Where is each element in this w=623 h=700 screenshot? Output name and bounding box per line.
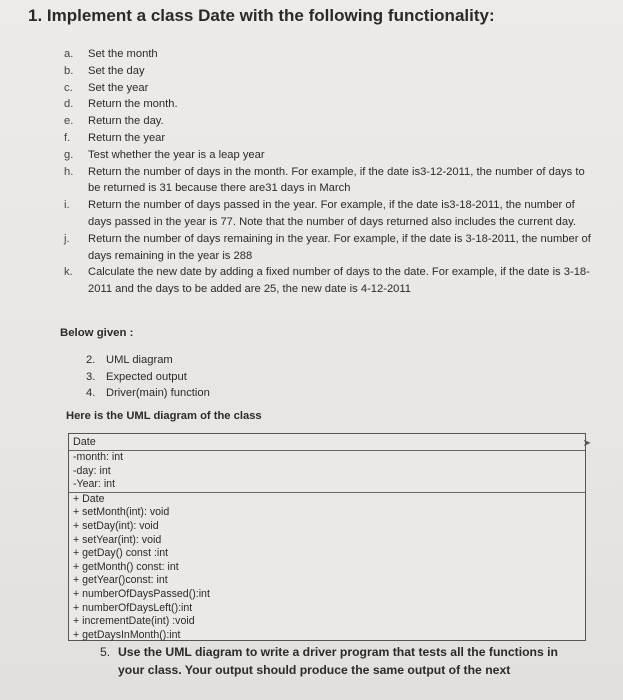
- list-item-text: Return the number of days in the month. For example, if the date is3-12-2011, the number of days to be returned is 31 because there are31 days in March: [88, 165, 585, 195]
- list-item: [86, 385, 210, 402]
- list-item: [64, 147, 599, 164]
- uml-diagram: [68, 433, 591, 641]
- list-item: [64, 63, 599, 80]
- uml-method: + setDay(int): void: [73, 519, 159, 532]
- below-given-heading: Below given :: [60, 327, 134, 339]
- list-item: [64, 264, 599, 298]
- uml-method: + getYear()const: int: [73, 574, 168, 587]
- list-marker: c.: [64, 81, 73, 94]
- list-item-text: Use the UML diagram to write a driver program that tests all the functions in your class. Your output should produce the same output of the next: [118, 645, 558, 677]
- list-marker: d.: [64, 98, 74, 111]
- list-marker: 3.: [86, 370, 96, 383]
- list-item: [64, 80, 599, 97]
- list-item: [64, 130, 599, 147]
- uml-method: + Date: [73, 492, 105, 505]
- uml-methods-section: [69, 493, 585, 643]
- uml-method: + getDay() const :int: [73, 547, 169, 560]
- uml-attribute: -day: int: [73, 464, 111, 477]
- list-item: [86, 352, 210, 369]
- uml-method: + setMonth(int): void: [73, 506, 170, 519]
- page-title: 1. Implement a class Date with the following functionality:: [28, 6, 495, 25]
- uml-attribute: -month: int: [73, 451, 124, 463]
- list-marker: k.: [64, 266, 73, 279]
- list-marker: a.: [64, 48, 74, 60]
- list-marker: 2.: [86, 354, 96, 366]
- uml-attribute: -Year: int: [73, 478, 116, 491]
- uml-attributes-section: [69, 451, 585, 493]
- list-item: [86, 369, 210, 386]
- list-item: [64, 197, 599, 231]
- list-item-text: Calculate the new date by adding a fixed number of days to the date. For example, if the date is 3-18-2011 and the days to be added are 25, the new date is 4-12-2011: [88, 266, 590, 296]
- uml-method: + numberOfDaysLeft():int: [73, 601, 193, 614]
- uml-class-name-section: [69, 434, 585, 451]
- uml-heading: Here is the UML diagram of the class: [66, 410, 262, 422]
- list-item: [64, 164, 599, 198]
- uml-method: + setYear(int): void: [73, 533, 162, 546]
- list-marker: e.: [64, 115, 74, 128]
- list-item: [64, 46, 599, 63]
- list-item-text: Driver(main) function: [106, 387, 210, 400]
- list-marker: f.: [64, 131, 71, 144]
- list-marker: h.: [64, 165, 74, 178]
- uml-method: + numberOfDaysPassed():int: [73, 587, 210, 600]
- list-item-5: [100, 643, 580, 679]
- cursor-arrow-icon: ➤: [582, 438, 591, 449]
- list-item: [64, 96, 599, 113]
- list-marker: b.: [64, 64, 74, 77]
- list-item: [64, 231, 599, 265]
- list-item-text: Expected output: [106, 370, 187, 383]
- list-item-text: Set the month: [88, 48, 158, 60]
- list-item: [64, 113, 599, 130]
- list-item-text: Return the number of days remaining in the year. For example, if the date is 3-18-2011, the number of days remaining in the year is 288: [88, 232, 591, 262]
- list-item-text: Set the day: [88, 64, 145, 77]
- list-marker: j.: [64, 232, 70, 245]
- list-item-text: Return the number of days passed in the year. For example, if the date is3-18-2011, the number of days passed in the year is 77. Note that the number of days returned also includes the current day.: [88, 199, 576, 228]
- list-marker: i.: [64, 199, 70, 212]
- list-item-text: Return the month.: [88, 98, 178, 111]
- list-item-text: Test whether the year is a leap year: [88, 148, 265, 161]
- list-item-text: Set the year: [88, 81, 149, 94]
- functionality-list: [64, 46, 599, 298]
- below-given-list: [86, 352, 210, 402]
- uml-method: + incrementDate(int) :void: [73, 615, 195, 628]
- list-item-text: Return the year: [88, 131, 166, 144]
- uml-method: + getDaysInMonth():int: [73, 628, 181, 641]
- uml-class-name: Date: [73, 436, 96, 448]
- list-marker: 4.: [86, 387, 96, 400]
- list-marker: 5.: [100, 645, 111, 659]
- uml-method: + getMonth() const: int: [73, 560, 179, 573]
- list-item-text: Return the day.: [88, 115, 164, 128]
- list-marker: g.: [64, 148, 74, 161]
- list-item-text: UML diagram: [106, 354, 173, 366]
